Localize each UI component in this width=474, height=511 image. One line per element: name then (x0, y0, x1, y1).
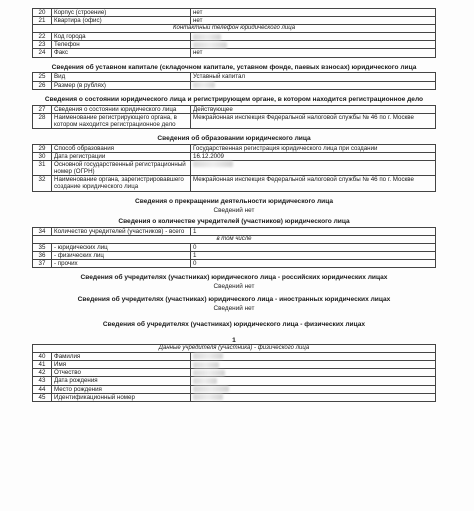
row-value: Межрайонная инспекция Федеральной налоговой службы № 46 по г. Москве (191, 113, 436, 128)
row-value: Уставный капитал (191, 73, 436, 81)
table-row (33, 73, 436, 81)
table-row (33, 161, 436, 176)
row-number: 20 (33, 9, 52, 17)
row-number: 21 (33, 17, 52, 25)
row-value-redacted (191, 41, 436, 49)
row-label: Имя (52, 361, 191, 369)
row-value-redacted (191, 369, 436, 377)
row-label: Фамилия (52, 353, 191, 361)
row-label: Наименование регистрирующего органа, в котором находится регистрационное дело (52, 113, 191, 128)
table-subheader-row (33, 345, 436, 353)
row-value-redacted (191, 161, 436, 176)
redaction-blur (193, 378, 217, 384)
row-value: 0 (191, 243, 436, 251)
table-row (33, 105, 436, 113)
row-number: 35 (33, 243, 52, 251)
row-label: Квартира (офис) (52, 17, 191, 25)
redaction-blur (193, 386, 229, 392)
founder-number: 1 (232, 336, 236, 344)
row-value: нет (191, 49, 436, 57)
row-label: Сведения о состоянии юридического лица (52, 105, 191, 113)
row-value-redacted (191, 33, 436, 41)
redaction-blur (193, 161, 233, 167)
row-value-redacted (191, 361, 436, 369)
row-label: - физических лиц (52, 251, 191, 259)
founder-data-subheader: Данные учредителя (участника) - физического лица (33, 345, 436, 353)
table-row (33, 251, 436, 259)
row-label: Вид (52, 73, 191, 81)
redaction-blur (193, 42, 227, 48)
row-number: 40 (33, 353, 52, 361)
section-title-founders-count: Сведения о количестве учредителей (участников) юридического лица (118, 217, 350, 225)
redaction-blur (193, 370, 225, 376)
row-value-redacted (191, 393, 436, 401)
founder-individual-table (32, 344, 436, 402)
redaction-blur (193, 82, 215, 88)
row-label: Способ образования (52, 144, 191, 152)
row-number: 27 (33, 105, 52, 113)
table-row (33, 361, 436, 369)
capital-table (32, 72, 436, 89)
row-number: 41 (33, 361, 52, 369)
table-row (33, 49, 436, 57)
address-table (32, 8, 436, 58)
row-label: Дата рождения (52, 377, 191, 385)
row-number: 45 (33, 393, 52, 401)
row-label: Корпус (строение) (52, 9, 191, 17)
table-row (33, 9, 436, 17)
table-row (33, 353, 436, 361)
row-label: - юридических лиц (52, 243, 191, 251)
row-label: Отчество (52, 369, 191, 377)
row-label: Код города (52, 33, 191, 41)
row-label: Телефон (52, 41, 191, 49)
table-row (33, 377, 436, 385)
section-title-founders-russian: Сведения об учредителях (участниках) юридического лица - российских юридических лицах (80, 274, 388, 282)
no-data-note: Сведений нет (213, 206, 255, 214)
row-label: Основной государственный регистрационный номер (ОГРН) (52, 161, 191, 176)
row-number: 36 (33, 251, 52, 259)
section-title-formation: Сведения об образовании юридического лица (157, 134, 311, 142)
table-row (33, 227, 436, 235)
row-value: нет (191, 17, 436, 25)
table-row (33, 81, 436, 89)
row-number: 43 (33, 377, 52, 385)
row-label: Факс (52, 49, 191, 57)
row-number: 26 (33, 81, 52, 89)
table-subheader-row (33, 25, 436, 33)
row-label: Дата регистрации (52, 152, 191, 160)
row-number: 25 (33, 73, 52, 81)
redaction-blur (193, 34, 221, 40)
section-title-status: Сведения о состоянии юридического лица и регистрирующем органе, в котором находится регистрационное дело (44, 95, 424, 103)
row-number: 31 (33, 161, 52, 176)
founders-count-table (32, 227, 436, 268)
table-row (33, 33, 436, 41)
table-row (33, 113, 436, 128)
row-number: 32 (33, 176, 52, 191)
row-value: Действующее (191, 105, 436, 113)
row-label: Место рождения (52, 385, 191, 393)
row-number: 30 (33, 152, 52, 160)
row-number: 28 (33, 113, 52, 128)
row-number: 34 (33, 227, 52, 235)
row-label: Размер (в рублях) (52, 81, 191, 89)
row-number: 44 (33, 385, 52, 393)
table-row (33, 243, 436, 251)
egrul-extract (32, 8, 436, 402)
row-value: 1 (191, 251, 436, 259)
row-label: Идентификационный номер (52, 393, 191, 401)
redaction-blur (193, 362, 219, 368)
table-subheader-row (33, 235, 436, 243)
row-value-redacted (191, 353, 436, 361)
section-title-termination: Сведения о прекращении деятельности юридического лица (134, 197, 334, 205)
row-label: Наименование органа, зарегистрировавшего создание юридического лица (52, 176, 191, 191)
redaction-blur (193, 394, 223, 400)
row-number: 24 (33, 49, 52, 57)
row-label: - прочих (52, 260, 191, 268)
table-row (33, 152, 436, 160)
row-value-redacted (191, 377, 436, 385)
row-number: 22 (33, 33, 52, 41)
table-row (33, 17, 436, 25)
formation-table (32, 144, 436, 192)
status-table (32, 105, 436, 129)
table-row (33, 41, 436, 49)
row-number: 42 (33, 369, 52, 377)
row-label: Количество учредителей (участников) - всего (52, 227, 191, 235)
row-value: Государственная регистрация юридического лица при создании (191, 144, 436, 152)
table-row (33, 369, 436, 377)
row-number: 29 (33, 144, 52, 152)
no-data-note: Сведений нет (213, 283, 255, 291)
table-row (33, 144, 436, 152)
in-that-number-subheader: в том числе (33, 235, 436, 243)
row-value: 1 (191, 227, 436, 235)
section-title-founders-individuals: Сведения об учредителях (участниках) юридического лица - физических лицах (102, 320, 366, 328)
table-row (33, 176, 436, 191)
row-value: Межрайонная инспекция Федеральной налоговой службы № 46 по г. Москве (191, 176, 436, 191)
row-value: нет (191, 9, 436, 17)
phone-subheader: Контактный телефон юридического лица (33, 25, 436, 33)
row-value-redacted (191, 385, 436, 393)
section-title-capital: Сведения об уставном капитале (складочном капитале, уставном фонде, паевых взносах) юридического лица (51, 63, 417, 71)
row-value: 0 (191, 260, 436, 268)
row-number: 37 (33, 260, 52, 268)
section-title-founders-foreign: Сведения об учредителях (участниках) юридического лица - иностранных юридических лицах (77, 296, 391, 304)
table-row (33, 393, 436, 401)
table-row (33, 385, 436, 393)
no-data-note: Сведений нет (213, 305, 255, 313)
row-value-redacted (191, 81, 436, 89)
row-number: 23 (33, 41, 52, 49)
table-row (33, 260, 436, 268)
row-value: 16.12.2009 (191, 152, 436, 160)
redaction-blur (193, 353, 223, 359)
